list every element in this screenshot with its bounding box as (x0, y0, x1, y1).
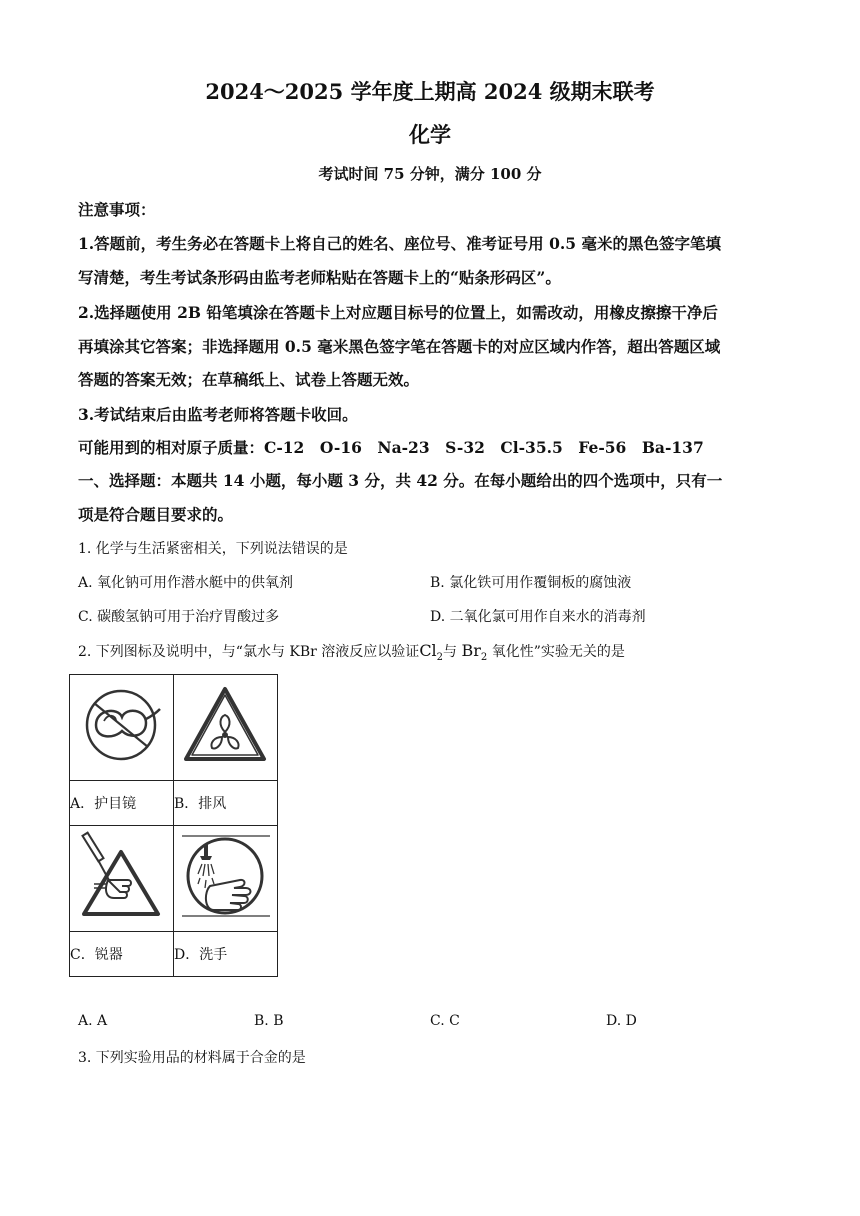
q2-option-d: D. D (606, 1013, 637, 1029)
note-line: 3.考试结束后由监考老师将答题卡收回。 (78, 405, 358, 424)
chlorine-formula: $Cl_2$ (419, 641, 444, 664)
ventilation-icon (174, 675, 277, 776)
q2-stem (78, 641, 625, 663)
caption-wash-hands: D．洗手 (174, 932, 278, 977)
q1-option-a: A. 氧化钠可用作潜水艇中的供氧剂 (78, 575, 294, 591)
note-line: 1.答题前，考生务必在答题卡上将自己的姓名、座位号、准考证号用 0.5 毫米的黑色签字笔填 (78, 234, 721, 253)
q1-stem: 1. 化学与生活紧密相关，下列说法错误的是 (78, 541, 348, 557)
q2-stem-part: 2. 下列图标及说明中，与“氯水与 KBr 溶液反应以验证 (78, 644, 420, 660)
note-line: 再填涂其它答案；非选择题用 0.5 毫米黑色签字笔在答题卡的对应区域内作答，超出答题区域 (78, 337, 721, 356)
atomic-masses: 可能用到的相对原子质量：C-12 O-16 Na-23 S-32 Cl-35.5 Fe-56 Ba-137 (78, 438, 704, 457)
q2-option-b: B. B (254, 1013, 284, 1029)
caption-sharp-object: C．锐器 (70, 932, 174, 977)
q1-option-b: B. 氯化铁可用作覆铜板的腐蚀液 (430, 575, 632, 591)
q1-option-d: D. 二氧化氯可用作自来水的消毒剂 (430, 609, 646, 625)
sharp-object-cell (70, 826, 174, 932)
ventilation-cell (174, 675, 278, 781)
icon-table (69, 674, 278, 977)
q2-stem-part: 与 (443, 644, 458, 660)
goggles-icon (70, 675, 173, 776)
q2-option-a: A. A (78, 1013, 108, 1029)
wash-hands-cell (174, 826, 278, 932)
q2-stem-part: 氧化性”实验无关的是 (491, 644, 625, 660)
note-line: 2.选择题使用 2B 铅笔填涂在答题卡上对应题目标号的位置上，如需改动，用橡皮擦擦干净后 (78, 303, 718, 322)
caption-goggles: A．护目镜 (70, 781, 174, 826)
sharp-object-icon (70, 826, 173, 927)
goggles-cell (70, 675, 174, 781)
note-line: 写清楚，考生考试条形码由监考老师粘贴在答题卡上的“贴条形码区”。 (78, 268, 561, 287)
bromine-formula: $Br_2$ (461, 641, 488, 664)
exam-title: 2024～2025 学年度上期高 2024 级期末联考 (205, 79, 655, 104)
q1-option-c: C. 碳酸氢钠可用于治疗胃酸过多 (78, 609, 280, 625)
subject-title: 化学 (409, 122, 451, 147)
q2-option-c: C. C (430, 1013, 460, 1029)
exam-info: 考试时间 75 分钟，满分 100 分 (318, 165, 542, 183)
section-heading-cont: 项是符合题目要求的。 (78, 505, 234, 524)
notes-heading: 注意事项： (78, 200, 156, 219)
wash-hands-icon (174, 826, 277, 927)
note-line: 答题的答案无效；在草稿纸上、试卷上答题无效。 (78, 370, 420, 389)
caption-ventilation: B．排风 (174, 781, 278, 826)
q3-stem: 3. 下列实验用品的材料属于合金的是 (78, 1050, 306, 1066)
section-heading: 一、选择题：本题共 14 小题，每小题 3 分，共 42 分。在每小题给出的四个选项中，只有一 (78, 471, 723, 490)
